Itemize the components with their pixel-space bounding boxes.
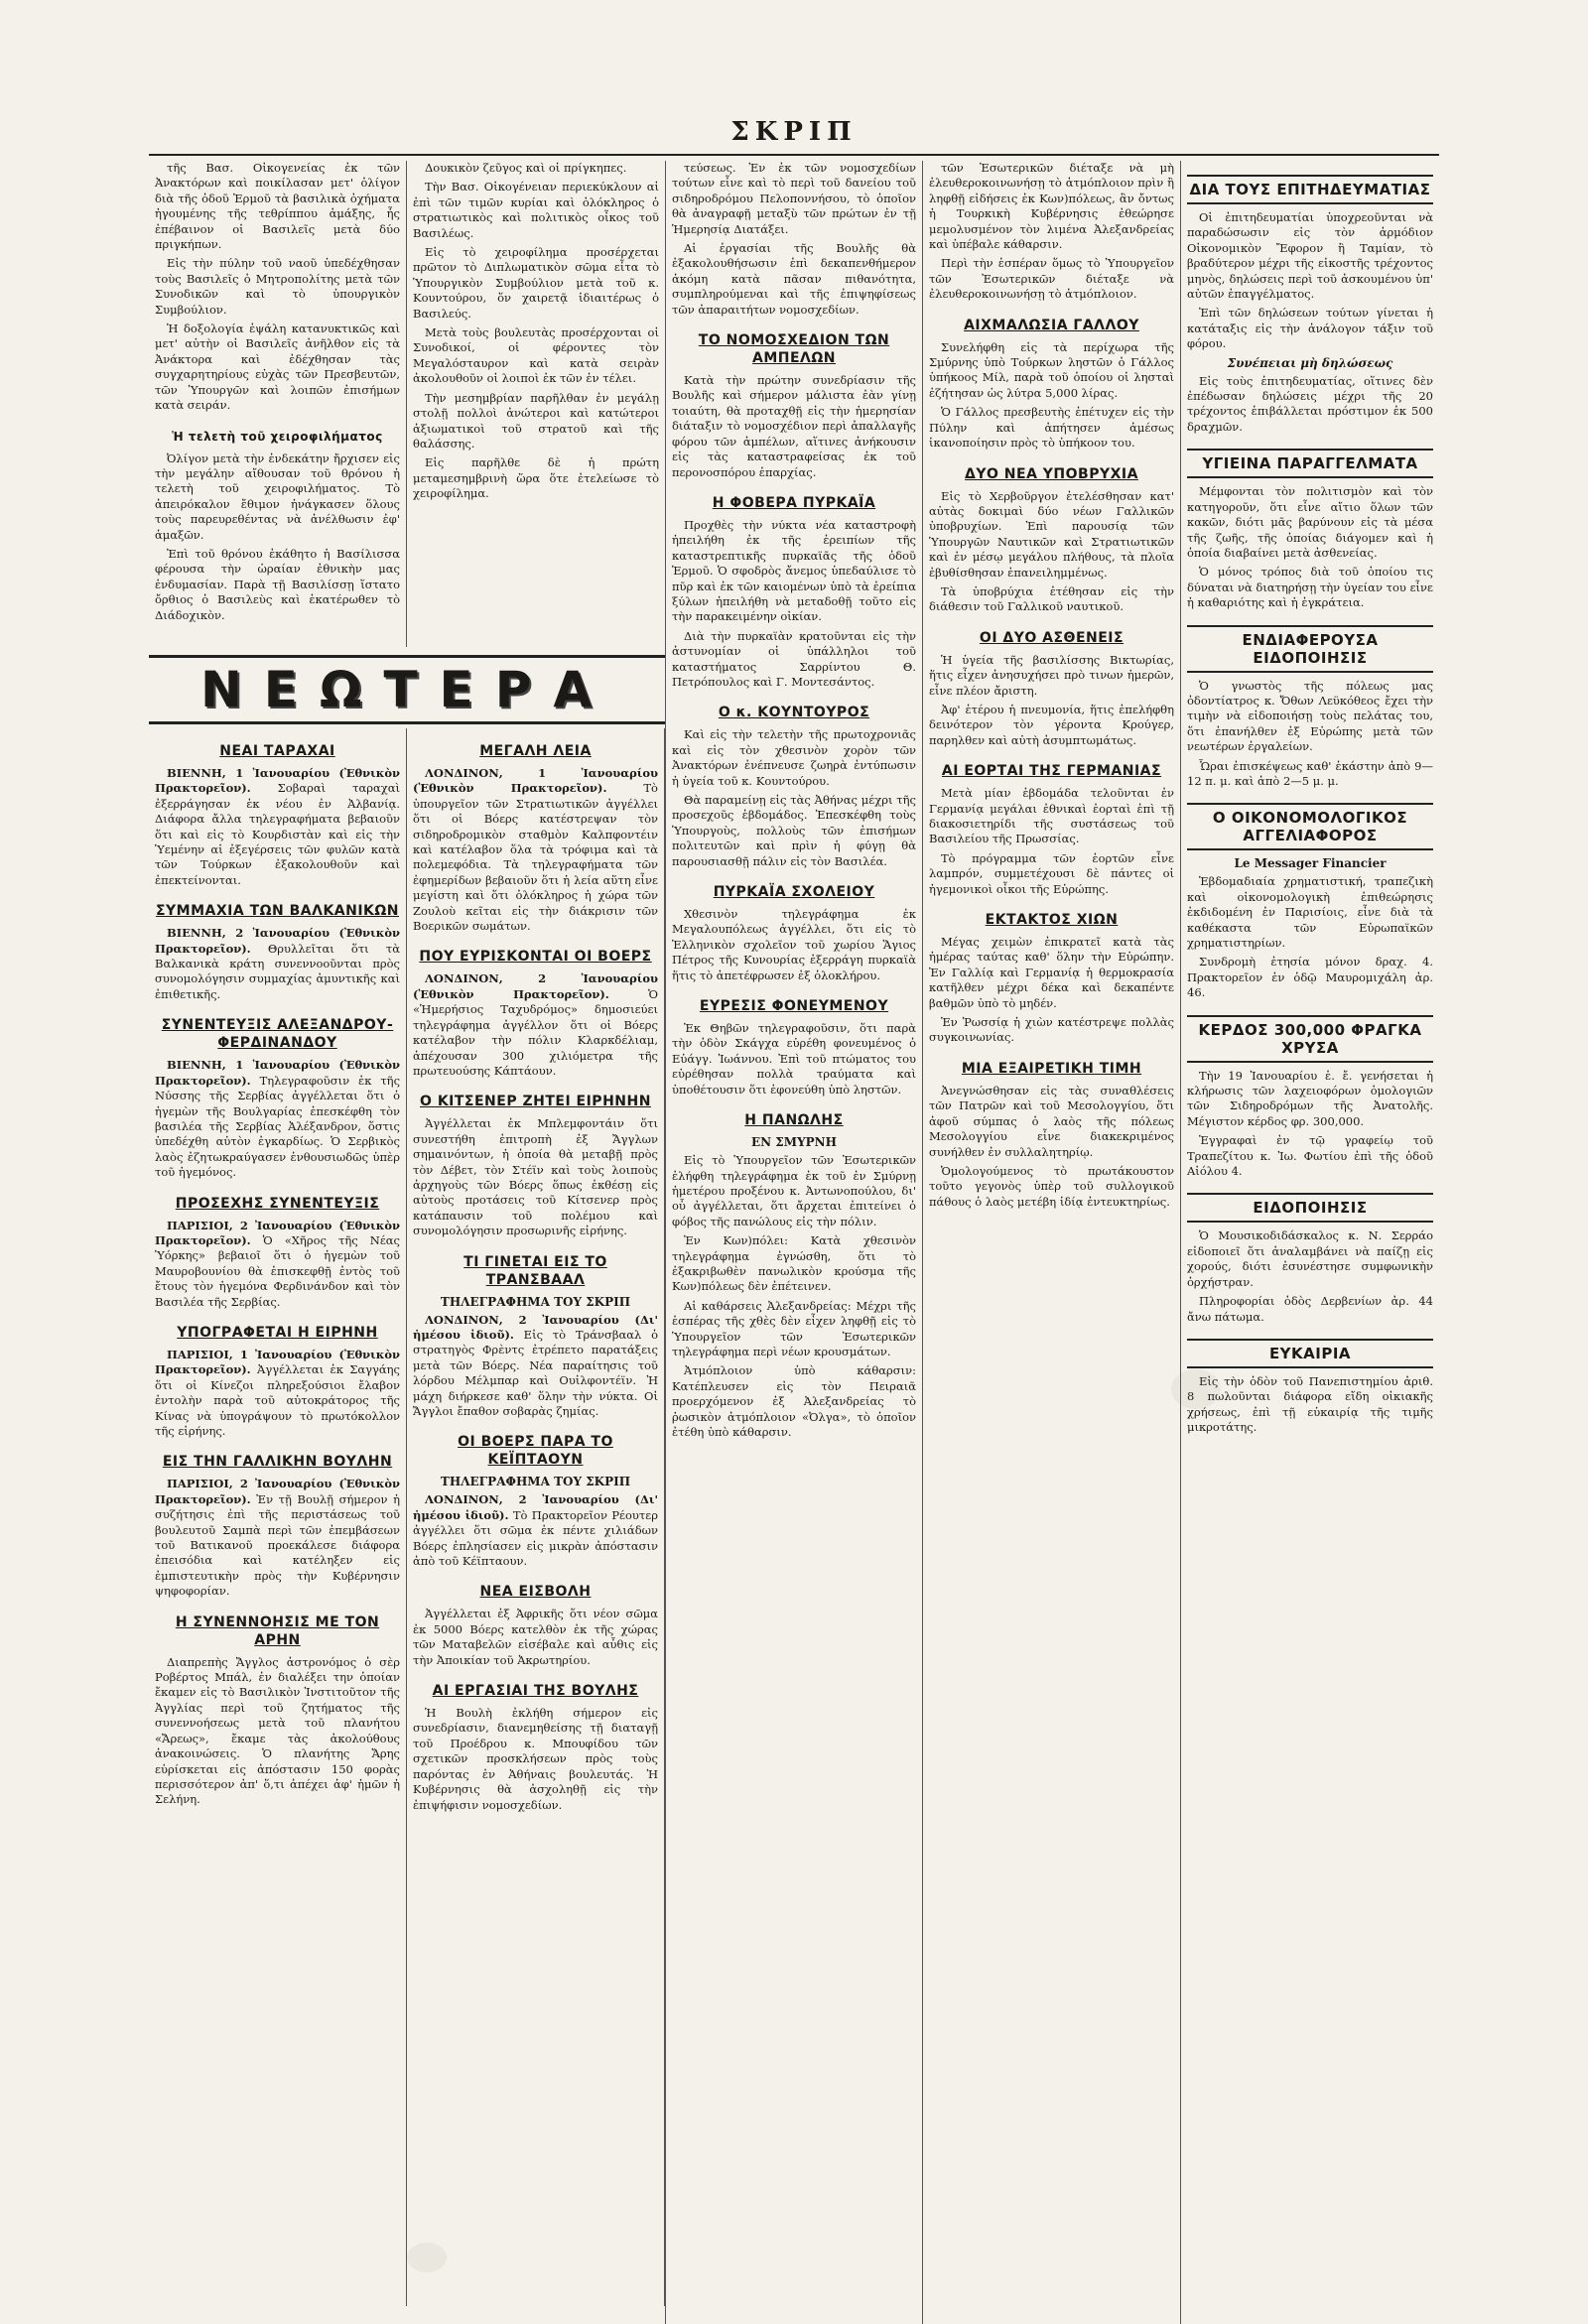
article-paragraph: Μέγας χειμὼν ἐπικρατεῖ κατὰ τὰς ἡμέρας ταύτας καθ' ὅλην τὴν Εὐρώπην. Ἐν Γαλλίᾳ καὶ Γερμανίᾳ ἡ θερμοκρασία κατῆλθεν μέχρι δέκα καὶ δεκαπέντε βαθμῶν ὑπὸ τὸ μηδέν. (929, 935, 1174, 1010)
neotera-title: ΝΕΩΤΕΡΑ (199, 661, 614, 718)
article-paragraph: Ὧραι ἐπισκέψεως καθ' ἑκάστην ἀπὸ 9—12 π. μ. καὶ ἀπὸ 2—5 μ. μ. (1187, 758, 1433, 788)
right-columns (665, 161, 1439, 2324)
article-paragraph: Ὁ Γάλλος πρεσβευτὴς ἐπέτυχεν εἰς τὴν Πύλην καὶ ἀπήτησεν ἀμέσως ἱκανοποίησιν πρὸς τὸ ὑπήκοον του. (929, 405, 1174, 451)
article-paragraph: Τὰ ὑποβρύχια ἐτέθησαν εἰς τὴν διάθεσιν τοῦ Γαλλικοῦ ναυτικοῦ. (929, 583, 1174, 614)
article-text: Τηλεγραφοῦσιν ἐκ τῆς Νύσσης τῆς Σερβίας ἀγγέλλεται ὅτι ὁ ἡγεμὼν τῆς Βουλγαρίας ἐπεσκέφθη τὸν βασιλέα τῆς Σερβίας Ἀλέξανδρον, ὅστις ὑπεδέχθη αὐτὸν ἐγκαρδίως. Ὁ Σερβικὸς λαὸς ἐζητωκραύγασεν ἐνθουσιωδῶς ὑπὲρ τοῦ ἡγεμόνος. (155, 1073, 401, 1180)
dateline: ΠΑΡΙΣΙΟΙ, 2 Ἰανουαρίου (Ἐθνικὸν Πρακτορεῖον). (155, 1218, 400, 1247)
article-text: Εἰς τὸ Τράνσβααλ ὁ στρατηγὸς Φρὲντς ἐτρέπετο παρατάξεις μετὰ τῶν Βόερς. Νέα παραίτησις τοῦ λόρδου Μέλμπαρ καὶ Ουἰλφοντέϊν. Ἡ μάχη διήρκεσε καθ' ὅλην τὴν νύκτα. Οἱ Ἄγγλοι ἔπαθον σοβαρὰς ζημίας. (413, 1327, 659, 1418)
article-heading: Η ΣΥΝΕΝΝΟΗΣΙΣ ΜΕ ΤΟΝ ΑΡΗΝ (175, 1614, 380, 1648)
article-paragraph: Ἡ δοξολογία ἐψάλη κατανυκτικῶς καὶ μετ' αὐτὴν οἱ Βασιλεῖς ἀνῆλθον εἰς τὰ Ἀνάκτορα καὶ ἐδέχθησαν τὰς συγχαρητηρίους εὐχὰς τῶν Πρεσβευτῶν, τῶν Ὑπουργῶν καὶ λοιπῶν ἐπισήμων κατὰ σειράν. (155, 322, 400, 413)
latest-news-right (407, 728, 665, 2306)
paper-stain (407, 2243, 447, 2272)
article-heading: ΟΙ ΔΥΟ ΑΣΘΕΝΕΙΣ (979, 629, 1125, 646)
article-heading: ΔΥΟ ΝΕΑ ΥΠΟΒΡΥΧΙΑ (965, 465, 1138, 482)
article-heading: Ο ΟΙΚΟΝΟΜΟΛΟΓΙΚΟΣ ΑΓΓΕΛΙΑΦΟΡΟΣ (1187, 803, 1433, 850)
article-paragraph: Προχθὲς τὴν νύκτα νέα καταστροφὴ ἠπειλήθη ἐκ τῆς ἐρειπίων τῆς καταστρεπτικῆς πυρκαϊᾶς τῆς ὁδοῦ Ἑρμοῦ. Ὁ σφοδρὸς ἄνεμος ὑπεδαύλισε τὸ πῦρ καὶ ἐκ τῶν καιομένων ὑπὸ τὰ ἐρείπια ξύλων ἠπειλήθη νὰ μεταδοθῇ τοῦτο εἰς τὴν παρακειμένην οἰκίαν. (672, 517, 916, 624)
article-paragraph: Ἐγγραφαὶ ἐν τῷ γραφείῳ τοῦ Τραπεζίτου κ. Ἰω. Φωτίου ἐπὶ τῆς ὁδοῦ Αἰόλου 4. (1187, 1133, 1433, 1179)
article-heading: ΠΟΥ ΕΥΡΙΣΚΟΝΤΑΙ ΟΙ ΒΟΕΡΣ (419, 949, 652, 966)
article-paragraph: Ὁμολογούμενος τὸ πρωτάκουστον τοῦτο γεγονὸς ὑπὲρ τοῦ συλλογικοῦ πάθους ὁ λαὸς μετέβη ἰδίᾳ ἐντευκτηρίως. (929, 1163, 1174, 1209)
article-paragraph (155, 1655, 400, 1808)
article-paragraph: Ἀτμόπλοιον ὑπὸ κάθαρσιν: Κατέπλευσεν εἰς τὸν Πειραιᾶ προερχόμενον ἐξ Ἀλεξανδρείας τὸ ῥωσικὸν ἀτμόπλοιον «Ὀλγα», τὸ ὁποῖον ἐτέθη ὑπὸ κάθαρσιν. (672, 1363, 916, 1439)
article-paragraph: Καὶ εἰς τὴν τελετὴν τῆς πρωτοχρονιᾶς καὶ εἰς τὸν χθεσινὸν χορὸν τῶν Ἀνακτόρων ἐνέπνευσε ζωηρὰ ἐντύπωσιν ἡ ὑγεία τοῦ κ. Κουντούρου. (672, 727, 916, 788)
article-paragraph: τῆς Βασ. Οἰκογενείας ἐκ τῶν Ἀνακτόρων καὶ ποικίλασαν μετ' ὀλίγον διὰ τῆς ὁδοῦ Ἑρμοῦ τὰ βασιλικὰ ὀχήματα ἡγουμένης τῆς τεθρίππου ἁμάξης, ἧς ἐπέβαινον οἱ Βασιλεῖς μετὰ δύο πριγκήπων. (155, 161, 400, 252)
article-text: Σοβαραὶ ταραχαὶ ἐξερράγησαν ἐκ νέου ἐν Ἀλβανίᾳ. Διάφορα ἄλλα τηλεγραφήματα βεβαιοῦν ὅτι καὶ εἰς τὸ Κουρδιστὰν καὶ εἰς τὴν Ὑεμένην αἱ ἐξεγέρσεις τῶν φυλῶν κατὰ τῶν Τούρκων ἐξακολουθοῦν καὶ ἐπεκτείνονται. (155, 781, 400, 887)
article-paragraph: Ὁ Μουσικοδιδάσκαλος κ. Ν. Σερράο εἰδοποιεῖ ὅτι ἀναλαμβάνει νὰ παίζῃ εἰς χορούς, διότι ἐσυνέστησε συμφωνικὴν ὀρχήστραν. (1187, 1228, 1433, 1289)
column-1-upper (149, 161, 407, 647)
article-heading: ΕΙΣ ΤΗΝ ΓΑΛΛΙΚΗΝ ΒΟΥΛΗΝ (162, 1454, 393, 1471)
article-paragraph: Μετὰ μίαν ἑβδομάδα τελοῦνται ἐν Γερμανίᾳ μεγάλαι ἐθνικαὶ ἑορταὶ ἐπὶ τῇ διακοσιετηρίδι τῆς συστάσεως τοῦ Βασιλείου τῆς Πρωσσίας. (929, 786, 1174, 846)
upper-left-columns (149, 161, 665, 647)
article-heading: ΥΠΟΓΡΑΦΕΤΑΙ Η ΕΙΡΗΝΗ (177, 1324, 378, 1341)
dateline: ΛΟΝΔΙΝΟΝ, 2 Ἰανουαρίου (Ἐθνικὸν Πρακτορεῖον). (413, 971, 658, 1001)
article-heading: ΑΙΧΜΑΛΩΣΙΑ ΓΑΛΛΟΥ (964, 317, 1139, 333)
article-paragraph (413, 1607, 658, 1668)
article-text: Ὁ «Ἡμερήσιος Ταχυδρόμος» δημοσιεύει τηλεγράφημα ἀγγέλλον ὅτι οἱ Βόερς κατέλαβον τὴν πόλιν Κλαρκδέλιαμ, ἀπέχουσαν 300 χιλιόμετρα τῆς πρωτευούσης Κάπτάουν. (413, 986, 658, 1078)
dateline: ΒΙΕΝΝΗ, 1 Ἰανουαρίου (Ἐθνικὸν Πρακτορεῖον). (155, 766, 400, 796)
article-heading: ΟΙ ΒΟΕΡΣ ΠΑΡΑ ΤΟ ΚΕΪΠΤΑΟΥΝ (458, 1434, 613, 1469)
article-paragraph: Ἀνεγνώσθησαν εἰς τὰς συναθλέσεις τῶν Πατρῶν καὶ τοῦ Μεσολογγίου, ὅτι ἀφοῦ σύμπας ὁ λαὸς τῆς πόλεως Μεσολογγίου εἶνε διακεκριμένος συνήλθεν ἐν συλλαλητηρίῳ. (929, 1083, 1174, 1159)
paper-stain (1171, 1369, 1221, 1409)
article-paragraph: Εἰς τὸ χειροφίλημα προσέρχεται πρῶτον τὸ Διπλωματικὸν σῶμα εἶτα τὸ Ὑπουργικὸν Συμβούλιον μετὰ τοῦ κ. Κουντούρου, ὅν χαιρετᾷ ἰδιαιτέρως ὁ Βασιλεύς. (413, 245, 659, 321)
article-heading: ΜΙΑ ΕΞΑΙΡΕΤΙΚΗ ΤΙΜΗ (961, 1060, 1142, 1077)
article-paragraph: Μετὰ τοὺς βουλευτὰς προσέρχονται οἱ Συνοδικοί, οἱ φέροντες τὸν Μεγαλόσταυρον καὶ κατὰ σειρὰν ἀκολουθοῦν οἱ λοιποὶ ἐκ τῶν ἐν τέλει. (413, 325, 659, 386)
article-paragraph: Συνελήφθη εἰς τὰ περίχωρα τῆς Σμύρνης ὑπὸ Τούρκων ληστῶν ὁ Γάλλος ὑπήκοος Μίλ, παρὰ τοῦ ὁποίου οἱ λησταὶ ἐζήτησαν ὡς λύτρα 5,000 λίρας. (929, 339, 1174, 400)
article-heading: ΕΥΚΑΙΡΙΑ (1187, 1339, 1433, 1368)
article-paragraph: Εἰς τοὺς ἐπιτηδευματίας, οἵτινες δὲν ἐπέδωσαν δηλώσεις μέχρι τῆς 20 τρέχοντος ἐπιβάλλεται πρόστιμον ἐκ 500 δραχμῶν. (1187, 373, 1433, 434)
article-paragraph: Εἰς τὸ Χερβοῦργον ἐτελέσθησαν κατ' αὐτὰς δοκιμαὶ δύο νέων Γαλλικῶν ὑποβρυχίων. Ἐπὶ παρουσίᾳ τῶν Ὑπουργῶν Ναυτικῶν καὶ Στρατιωτικῶν καὶ ἐν μέσῳ μεγάλου πλήθους, τὰ πλοῖα ἐβυθίσθησαν ἐπανειλημμένως. (929, 488, 1174, 580)
article-paragraph (413, 1706, 658, 1813)
article-paragraph: Τὴν μεσημβρίαν παρῆλθαν ἐν μεγάλῃ στολῇ πολλοὶ ἀνώτεροι καὶ κατώτεροι ἀξιωματικοὶ τοῦ στρατοῦ καὶ τῆς θαλάσσης. (413, 390, 659, 451)
article-paragraph: Εἰς τὴν ὁδὸν τοῦ Πανεπιστημίου ἀριθ. 8 πωλοῦνται διάφορα εἴδη οἰκιακῆς χρήσεως, ἐπὶ τῇ εὐκαιρίᾳ τῆς τιμῆς μικροτάτης. (1187, 1373, 1433, 1435)
article-paragraph: Τὴν 19 Ἰανουαρίου ἑ. ἔ. γενήσεται ἡ κλήρωσις τῶν λαχειοφόρων ὁμολογιῶν τῶν Σιδηροδρόμων τῆς Ἀνατολῆς. Μέγιστον κέρδος φρ. 300,000. (1187, 1068, 1433, 1128)
article-heading: ΑΙ ΕΡΓΑΣΙΑΙ ΤΗΣ ΒΟΥΛΗΣ (432, 1683, 639, 1700)
article-text: Ἀγγέλλεται ἐκ Σαγγάης ὅτι οἱ Κίνεζοι πληρεξούσιοι ἔλαβον ἐντολὴν παρὰ τοῦ αὐτοκράτορος τῆς Κίνας νὰ ὑπογράψουν τὸ πρωτόκολλον τῆς εἰρήνης. (155, 1362, 400, 1438)
article-heading: Η ΦΟΒΕΡΑ ΠΥΡΚΑΪΑ (712, 494, 876, 511)
article-heading: ΤΟ ΝΟΜΟΣΧΕΔΙΟΝ ΤΩΝ ΑΜΠΕΛΩΝ (698, 332, 890, 367)
article-paragraph (413, 1313, 658, 1420)
article-heading: ΕΙΔΟΠΟΙΗΣΙΣ (1187, 1193, 1433, 1223)
article-paragraph: Θὰ παραμείνῃ εἰς τὰς Ἀθήνας μέχρι τῆς προσεχοῦς ἑβδομάδος. Ἐπεσκέφθη τοὺς Ὑπουργοὺς, πολλοὺς τῶν ἐπισήμων πολιτευτῶν καὶ πρὶν ἡ φύγῃ θὰ παρουσιασθῇ πάλιν εἰς τὸν Βασιλέα. (672, 793, 916, 868)
article-paragraph: τῶν Ἐσωτερικῶν διέταξε νὰ μὴ ἐλευθεροκοινωνήσῃ τὸ ἀτμόπλοιον πρὶν ἢ ληφθῇ εἰδήσεις ἐκ Κων)πόλεως, ἂν ὄντως ἡ Τουρκικὴ Κυβέρνησις ἐθεώρησε μεμολυσμένον τὸν λιμένα Ἀλεξανδρείας καὶ ὑπέβαλε κάθαρσιν. (929, 161, 1174, 252)
masthead: ΣΚΡΙΠ (730, 117, 858, 147)
article-paragraph (413, 1116, 658, 1238)
article-paragraph: Ἑβδομαδιαία χρηματιστική, τραπεζικὴ καὶ οἰκονομολογικὴ ἐπιθεώρησις ἐκδιδομένη ἐν Παρισίοις, εἶνε διὰ τὰ καθέκαστα τῶν Εὐρωπαϊκῶν χρηματιστηρίων. (1187, 874, 1433, 950)
article-heading: ΝΕΑΙ ΤΑΡΑΧΑΙ (219, 743, 335, 759)
article-paragraph: Δουκικὸν ζεῦγος καὶ οἱ πρίγκηπες. (425, 161, 627, 175)
dateline: ΛΟΝΔΙΝΟΝ, 2 Ἰανουαρίου (Δι' ἡμέσου ἰδιοῦ). (413, 1312, 658, 1342)
article-paragraph: Ὀλίγον μετὰ τὴν ἐνδεκάτην ἤρχισεν εἰς τὴν μεγάλην αἴθουσαν τοῦ θρόνου ἡ τελετὴ τοῦ χειροφιλήματος. Τὸ ἀπειρόκαλον ἔθιμον ἠνάγκασεν ὅλους τοὺς παρευρεθέντας νὰ ἀνέλθωσιν ἐφ' ἁμαξῶν. (155, 451, 400, 542)
article-heading: ΕΝΔΙΑΦΕΡΟΥΣΑ ΕΙΔΟΠΟΙΗΣΙΣ (1187, 625, 1433, 673)
article-paragraph (155, 926, 400, 1002)
article-paragraph: Κατὰ τὴν πρώτην συνεδρίασιν τῆς Βουλῆς καὶ σήμερον μάλιστα ἐὰν γίνῃ τοιαύτη, θὰ προταχθῇ εἰς τὴν ἡμερησίαν διάταξιν τὸ νομοσχέδιον περὶ ἀπαλλαγῆς φόρου τῶν ἀμπέλων, αἵτινες ἀνήκουσιν εἰς τὰς καταστραφείσας ἐκ τοῦ περονοσπόρου ἐπαρχίας. (672, 373, 916, 479)
article-text: Ἀγγέλλεται ἐκ Μπλεμφοντάιν ὅτι συνεστήθη ἐπιτροπὴ ἐξ Ἄγγλων σημαινόντων, ἡ ὁποία θὰ μεταβῇ πρὸς τὸν Δέβετ, τὸν Στέϊν καὶ τοὺς λοιποὺς ἀρχηγοὺς τῶν Βόερς ὅπως ἐκθέσῃ εἰς αὐτοὺς προτάσεις τοῦ Κίτσενερ πρὸς κατάπαυσιν τοῦ πολέμου καὶ συνομολόγησιν προσωρινῆς εἰρήνης. (413, 1116, 658, 1238)
article-heading: ΥΓΙΕΙΝΑ ΠΑΡΑΓΓΕΛΜΑΤΑ (1187, 449, 1433, 478)
dateline: ΒΙΕΝΝΗ, 1 Ἰανουαρίου (Ἐθνικὸν Πρακτορεῖον). (155, 1058, 400, 1088)
article-paragraph: Τὴν Βασ. Οἰκογένειαν περιεκύκλουν αἱ ἐπὶ τῶν τιμῶν κυρίαι καὶ ὁλόκληρος ὁ στρατιωτικὸς καὶ πολιτικὸς οἶκος τοῦ Βασιλέως. (413, 180, 659, 240)
article-paragraph: Εἰς τὸ Ὑπουργεῖον τῶν Ἐσωτερικῶν ἐλήφθη τηλεγράφημα ἐκ τοῦ ἐν Σμύρνῃ ἡμετέρου προξένου κ. Ἀντωνοπούλου, δι' οὗ ἀγγέλλεται, ὅτι ἄρχεται ἐπιτείνει ὁ φόβος τῆς πανώλους εἰς τὴν πόλιν. (672, 1153, 916, 1228)
latest-news-columns (149, 728, 665, 2306)
article-text: Τὸ ὑπουργεῖον τῶν Στρατιωτικῶν ἀγγέλλει ὅτι οἱ Βόερς κατέστρεψαν τὸν σιδηροδρομικὸν σταθμὸν Καλπφοντέιν καὶ κατέλαβον ὅλα τὰ τρόφιμα καὶ τὰ πολεμεφόδια. Τὰ τηλεγραφήματα τῶν ἐφημερίδων βεβαιοῦν ὅτι ἡ λεία αὕτη εἶνε μεγίστη καὶ ὅτι ὁλόκληρος ἡ χώρα τῶν Ζουλοὺ κεῖται εἰς τὴν διάκρισιν τῶν Βοερικῶν σωμάτων. (413, 781, 658, 934)
article-heading: ΠΥΡΚΑΪΑ ΣΧΟΛΕΙΟΥ (713, 884, 875, 901)
article-heading: Ἡ τελετὴ τοῦ χειροφιλήματος (172, 429, 383, 444)
article-paragraph (413, 1492, 658, 1569)
article-paragraph: Ἐκ Θηβῶν τηλεγραφοῦσιν, ὅτι παρὰ τὴν ὁδὸν Σκάγχα εὑρέθη φονευμένος ὁ Εὐάγγ. Ἰωάννου. Ἐπὶ τοῦ πτώματος του εὑρέθησαν πολλὰ τραύματα καὶ ὑποθέτουσιν ὅτι ἐφονεύθη ὑπὸ ληστῶν. (672, 1021, 916, 1097)
article-subheading: ΤΗΛΕΓΡΑΦΗΜΑ ΤΟΥ ΣΚΡΙΠ (440, 1475, 631, 1489)
article-text: Ἀγγέλλεται ἐξ Ἀφρικῆς ὅτι νέον σῶμα ἐκ 5000 Βόερς κατελθὸν ἐκ τῆς χώρας τῶν Ματαβελῶν εἰσέβαλε καὶ αὖθις εἰς τὴν Ἀποικίαν τοῦ Ἀκρωτηρίου. (413, 1607, 658, 1667)
article-heading: Ο κ. ΚΟΥΝΤΟΥΡΟΣ (718, 705, 870, 721)
article-paragraph: Τὸ πρόγραμμα τῶν ἑορτῶν εἶνε λαμπρόν, συμμετέχουσι δὲ πάντες οἱ ἡγεμονικοὶ οἶκοι τῆς Εὐρώπης. (929, 850, 1174, 896)
article-paragraph (155, 1477, 400, 1599)
article-subheading: Le Messager Financier (1234, 856, 1387, 871)
article-heading: ΠΡΟΣΕΧΗΣ ΣΥΝΕΝΤΕΥΞΙΣ (175, 1195, 380, 1212)
article-text: Ὁ «Χῆρος τῆς Νέας Ὑόρκης» βεβαιοῖ ὅτι ὁ ἡγεμὼν τοῦ Μαυροβουνίου θὰ ἐπισκεφθῇ ἐντὸς τοῦ ἔτους τὸν ἡγεμόνα Φερδινάνδον καὶ τὸν Βασιλέα τῆς Σερβίας. (155, 1232, 401, 1309)
article-text: Θρυλλεῖται ὅτι τὰ Βαλκανικὰ κράτη συνεννοοῦνται πρὸς συνομολόγησιν συμμαχίας ἀμυντικῆς καὶ ἐπιθετικῆς. (155, 941, 400, 1001)
dateline: ΒΙΕΝΝΗ, 2 Ἰανουαρίου (Ἐθνικὸν Πρακτορεῖον). (155, 926, 400, 956)
dateline: ΠΑΡΙΣΙΟΙ, 2 Ἰανουαρίου (Ἐθνικὸν Πρακτορεῖον). (155, 1477, 400, 1506)
dateline: ΛΟΝΔΙΝΟΝ, 1 Ἰανουαρίου (Ἐθνικὸν Πρακτορεῖον). (413, 766, 658, 796)
article-text: Ἡ Βουλὴ ἐκλήθη σήμερον εἰς συνεδρίασιν, διανεμηθείσης τῇ διαταγῇ τοῦ Προέδρου κ. Μπουφίδου τῶν σχετικῶν προσκλήσεων πρὸς τοὺς παρόντας ἐν Ἀθήναις βουλευτάς. Ἡ Κυβέρνησις θὰ ἀσχοληθῇ εἰς τὴν ἐπιψήφισιν νομοσχεδίων. (413, 1706, 658, 1812)
article-heading: ΕΥΡΕΣΙΣ ΦΟΝΕΥΜΕΝΟΥ (699, 998, 889, 1015)
article-heading: ΝΕΑ ΕΙΣΒΟΛΗ (479, 1584, 592, 1601)
article-heading: ΤΙ ΓΙΝΕΤΑΙ ΕΙΣ ΤΟ ΤΡΑΝΣΒΑΑΛ (463, 1253, 607, 1288)
article-text: Διαπρεπὴς Ἄγγλος ἀστρονόμος ὁ σὲρ Ροβέρτος Μπάλ, ἐν διαλέξει την ὁποίαν ἔκαμεν εἰς τὸ Βασιλικὸν Ἰνστιτοῦτον τῆς Ἀγγλίας περὶ τοῦ ζητήματος τῆς συνεννοήσεως μετὰ τοῦ πλανήτου «Ἄρεως», ἔκαμε τὰς ἀκολούθους ἀνακοινώσεις. Ὁ πλανήτης Ἄρης εὑρίσκεται εἰς ἀπόστασιν 150 φορὰς περισσότερον ἀπ' ὅ,τι ἀπέχει ἀφ' ἡμῶν ἡ Σελήνη. (155, 1654, 400, 1807)
article-subheading: ΤΗΛΕΓΡΑΦΗΜΑ ΤΟΥ ΣΚΡΙΠ (440, 1294, 631, 1309)
article-paragraph: τεύσεως. Ἐν ἐκ τῶν νομοσχεδίων τούτων εἶνε καὶ τὸ περὶ τοῦ δανείου τοῦ σιδηροδρόμου Πελοποννήσου, τὸ ὁποῖον θὰ ἀναγραφῇ μεταξὺ τῶν πρώτων ἐν τῇ Ἡμερησίᾳ Διατάξει. (672, 161, 916, 236)
article-paragraph: Μέμφονται τὸν πολιτισμὸν καὶ τὸν κατηγοροῦν, ὅτι εἶνε αἴτιο ὅλων τῶν κακῶν, διότι μᾶς βαρύνουν εἰς τὰ μέσα τῆς ζωῆς, τῆς ὁποίας διάγομεν καὶ ἡ ὁποία διαβαίνει μετὰ ἀσθενείας. (1187, 484, 1433, 560)
article-paragraph: Αἱ ἐργασίαι τῆς Βουλῆς θὰ ἐξακολουθήσωσιν ἐπὶ δεκαπενθήμερον ἀκόμη κατὰ πᾶσαν πιθανότητα, συμπληρούμεναι καὶ τῆς ἐπιψηφίσεως τῶν ἀπαραιτήτων νομοσχεδίων. (672, 241, 916, 317)
neotera-banner (149, 655, 665, 724)
article-paragraph: Συνδρομὴ ἐτησία μόνον δραχ. 4. Πρακτορεῖον ἐν ὁδῷ Μαυρομιχάλη ἀρ. 46. (1187, 955, 1433, 1000)
article-paragraph: Οἱ ἐπιτηδευματίαι ὑποχρεοῦνται νὰ παραδώσωσιν εἰς τὸν ἁρμόδιον Οἰκονομικὸν Ἔφορον ἢ Ταμίαν, τὸ βραδύτερον μέχρι τῆς εἰκοστῆς τρέχοντος μηνὸς, δηλώσεις περὶ τοῦ ἀσκουμένου ὑπ' αὐτῶν ἐπαγγέλματος. (1187, 210, 1433, 302)
article-paragraph (155, 1348, 400, 1439)
article-heading: ΑΙ ΕΟΡΤΑΙ ΤΗΣ ΓΕΡΜΑΝΙΑΣ (941, 763, 1162, 780)
article-paragraph: Αἱ καθάρσεις Ἀλεξανδρείας: Μέχρι τῆς ἑσπέρας τῆς χθὲς δὲν εἶχεν ληφθῇ εἰς τὸ Ὑπουργεῖον τῶν Ἐσωτερικῶν τηλεγράφημα περὶ νέων κρουσμάτων. (672, 1298, 916, 1358)
article-paragraph: Εἰς τὴν πύλην τοῦ ναοῦ ὑπεδέχθησαν τοὺς Βασιλεῖς ὁ Μητροπολίτης μετὰ τῶν Συνοδικῶν καὶ τὸ ὑπουργικὸν Συμβούλιον. (155, 256, 400, 317)
article-paragraph: Χθεσινὸν τηλεγράφημα ἐκ Μεγαλουπόλεως ἀγγέλλει, ὅτι εἰς τὸ Ἑλληνικὸν σχολεῖον τοῦ χωρίου Ἅγιος Πέτρος τῆς Κυνουρίας ἐξερράγη πυρκαϊὰ ἥτις τὸ ἀπετέφρωσεν ἐξ ὁλοκλήρου. (672, 907, 916, 982)
article-heading: ΣΥΝΕΝΤΕΥΞΙΣ ΑΛΕΞΑΝΔΡΟΥ-ΦΕΡΔΙΝΑΝΔΟΥ (161, 1017, 394, 1052)
column-3 (665, 161, 923, 2324)
column-2-upper (407, 161, 665, 647)
article-heading: Ο ΚΙΤΣΕΝΕΡ ΖΗΤΕΙ ΕΙΡΗΝΗΝ (420, 1094, 651, 1110)
article-text: Τὸ Πρακτορεῖον Ρέουτερ ἀγγέλλει ὅτι σῶμα ἐκ πέντε χιλιάδων Βόερς ἐπλησίασεν εἰς μικρὰν ἀπόστασιν ἀπὸ τοῦ Κέϊπταουν. (413, 1507, 659, 1569)
column-5 (1181, 161, 1439, 2324)
article-paragraph: Ἐπὶ τοῦ θρόνου ἐκάθητο ἡ Βασίλισσα φέρουσα τὴν ὡραίαν ἐθνικὴν μας ἐνδυμασίαν. Παρὰ τῇ Βασιλίσσῃ ἵστατο ὄρθιος ὁ Βασιλεὺς καὶ ἑκατέρωθεν τὸ Διάδοχικὸν. (155, 546, 400, 622)
article-heading: ΔΙΑ ΤΟΥΣ ΕΠΙΤΗΔΕΥΜΑΤΙΑΣ (1187, 175, 1433, 204)
article-paragraph: Διὰ τὴν πυρκαϊὰν κρατοῦνται εἰς τὴν ἀστυνομίαν οἱ ὑπάλληλοι τοῦ καταστήματος Σαρρίντου Θ. Πετρόπουλος καὶ Γ. Μοντεσάντος. (672, 628, 916, 689)
article-paragraph (155, 766, 400, 888)
article-heading: Η ΠΑΝΩΛΗΣ (744, 1112, 844, 1129)
article-paragraph: Εἰς παρῆλθε δὲ ἡ πρώτη μεταμεσημβρινὴ ὥρα ὅτε ἐτελείωσε τὸ χειροφίλημα. (413, 455, 659, 501)
article-heading: ΜΕΓΑΛΗ ΛΕΙΑ (479, 743, 592, 759)
article-paragraph: Ἀφ' ἑτέρου ἡ πνευμονία, ἥτις ἐπελήφθη δεινότερον τὸν γέροντα Κρούγερ, παρηλθεν καὶ αὐτὴ ἀσυμπτωμάτως. (929, 702, 1174, 747)
article-paragraph: Ἡ ὑγεία τῆς βασιλίσσης Βικτωρίας, ἥτις εἶχεν ἀνησυχήσει πρὸ τινων ἡμερῶν, εἶνε πλέον ἄριστη. (929, 652, 1174, 698)
article-paragraph: Ἐπὶ τῶν δηλώσεων τούτων γίνεται ἡ κατάταξις εἰς τὴν ἀνάλογον τάξιν τοῦ φόρου. (1187, 306, 1433, 351)
dateline: ΠΑΡΙΣΙΟΙ, 1 Ἰανουαρίου (Ἐθνικὸν Πρακτορεῖον). (155, 1347, 400, 1377)
article-paragraph: Περὶ τὴν ἑσπέραν ὅμως τὸ Ὑπουργεῖον τῶν Ἐσωτερικῶν διέταξε νὰ ἐλευθεροκοινωνήσῃ τὸ ἀτμόπλοιον. (929, 256, 1174, 302)
article-heading: ΕΚΤΑΚΤΟΣ ΧΙΩΝ (985, 912, 1119, 929)
article-heading: ΚΕΡΔΟΣ 300,000 ΦΡΑΓΚΑ ΧΡΥΣΑ (1187, 1015, 1433, 1063)
article-heading: ΣΥΜΜΑΧΙΑ ΤΩΝ ΒΑΛΚΑΝΙΚΩΝ (155, 903, 400, 920)
article-subheading: Συνέπειαι μὴ δηλώσεως (1227, 355, 1393, 370)
masthead-rule (149, 154, 1439, 156)
article-paragraph: Πληροφορίαι ὁδὸς Δερβενίων ἀρ. 44 ἄνω πάτωμα. (1187, 1294, 1433, 1324)
article-paragraph: Ὁ μόνος τρόπος διὰ τοῦ ὁποίου τις δύναται νὰ διατηρήσῃ τὴν ὑγείαν του εἶνε ἡ καθαριότης καὶ ἡ ἐγκράτεια. (1187, 565, 1433, 610)
article-text: Ἐν τῇ Βουλῇ σήμερον ἡ συζήτησις ἐπὶ τῆς περιστάσεως τοῦ βουλευτοῦ Σαμπὰ περὶ τῶν ἐπεμβάσεων τοῦ Βατικανοῦ προεκάλεσε διάφορα ἐπεισόδια καὶ κατέληξεν εἰς ἐμπιστευτικὴν πρὸς τὴν Κυβέρνησιν ψηφοφορίαν. (155, 1491, 400, 1599)
article-paragraph: Ἐν Ῥωσσίᾳ ἡ χιὼν κατέστρεψε πολλὰς συγκοινωνίας. (929, 1015, 1174, 1045)
article-paragraph (155, 1058, 400, 1180)
article-paragraph (413, 766, 658, 934)
article-paragraph (155, 1219, 400, 1310)
article-paragraph: Ὁ γνωστὸς τῆς πόλεως μας ὀδοντίατρος κ. Ὄθων Λεϋκόθεος ἔχει τὴν τιμὴν νὰ εἰδοποιήσῃ τοὺς πελάτας του, ὅτι ἐπανήλθεν ἐξ Εὐρώπης μετὰ τῶν νεωτέρων ἐργαλείων. (1187, 678, 1433, 754)
column-4 (923, 161, 1181, 2324)
article-subheading: ΕΝ ΣΜΥΡΝΗ (751, 1135, 837, 1150)
dateline: ΛΟΝΔΙΝΟΝ, 2 Ἰανουαρίου (Δι' ἡμέσου ἰδιοῦ). (413, 1492, 658, 1522)
latest-news-left (149, 728, 407, 2306)
article-paragraph: Ἐν Κων)πόλει: Κατὰ χθεσινὸν τηλεγράφημα ἐγνώσθη, ὅτι τὸ ἐξακριβωθὲν πανωλικὸν κρούσμα τῆς Κων)πόλεως δὲν ἐπέτεινεν. (672, 1233, 916, 1294)
article-paragraph (413, 971, 658, 1079)
